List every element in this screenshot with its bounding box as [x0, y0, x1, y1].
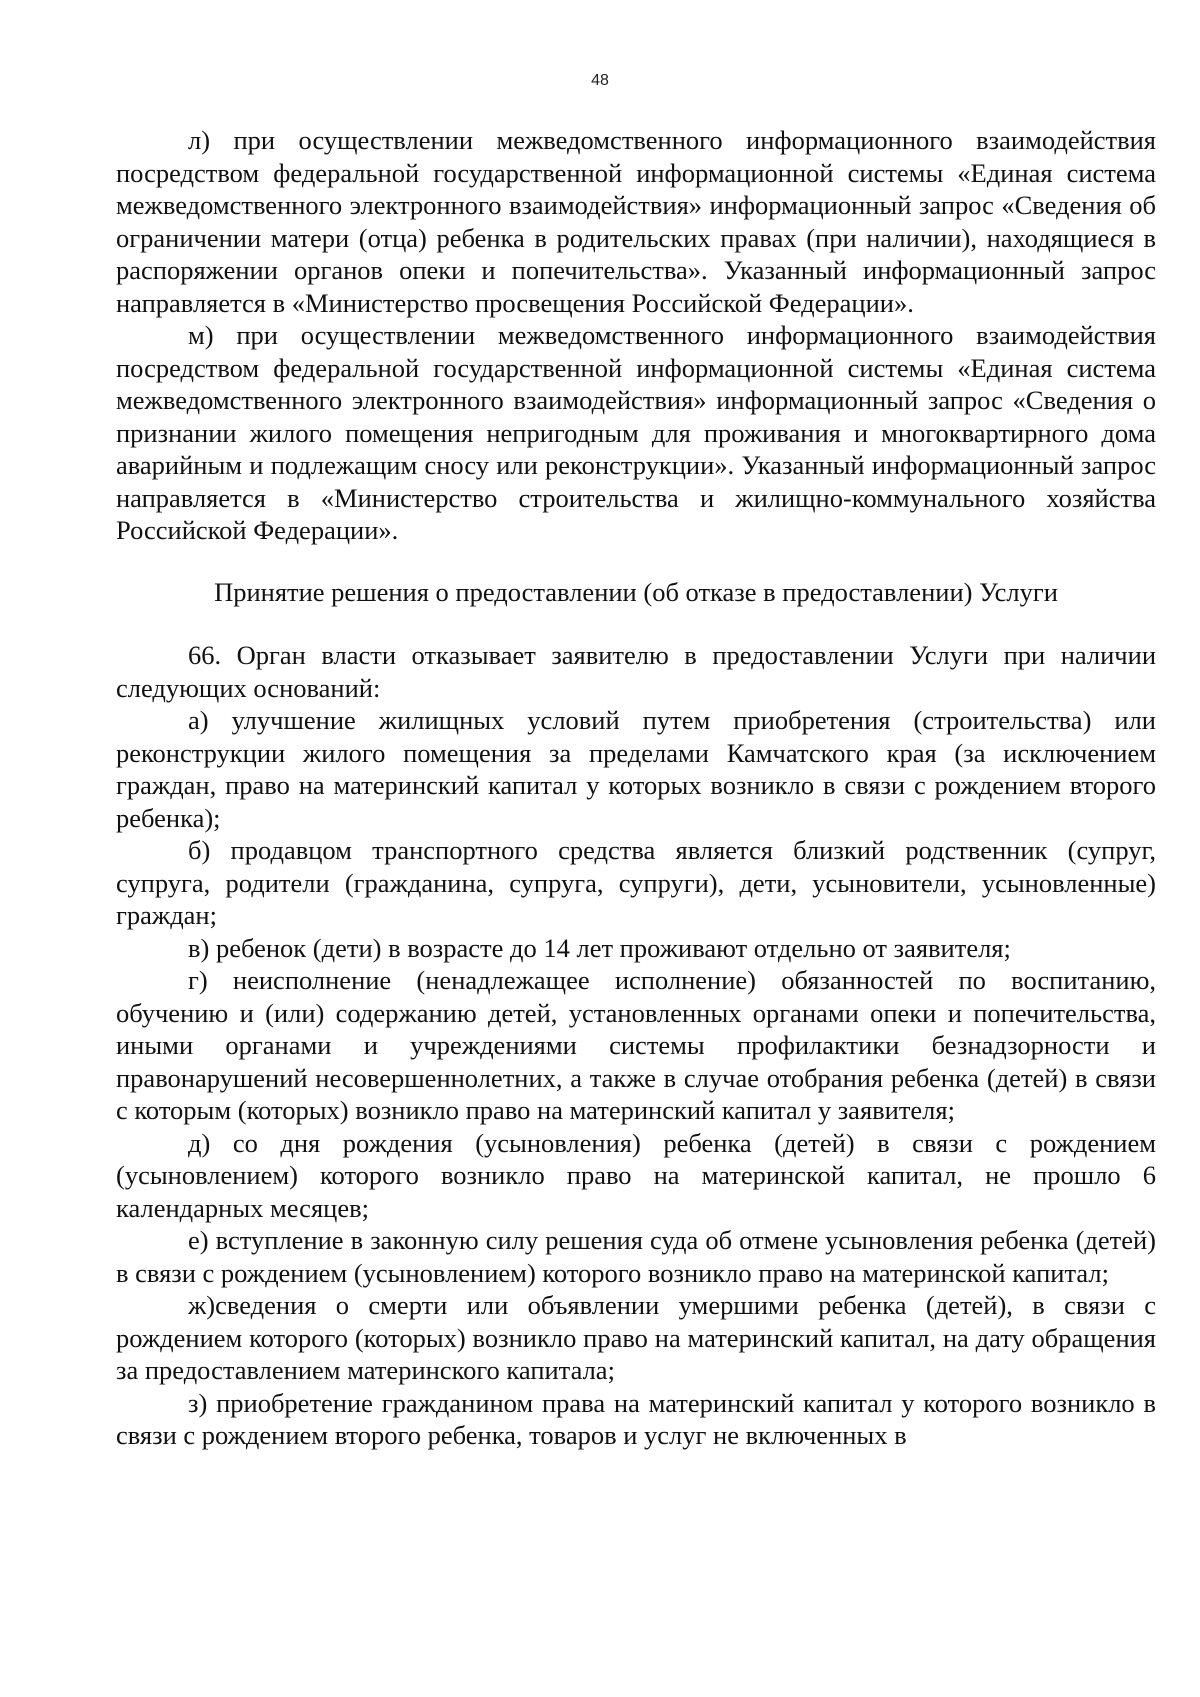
list-item-b: б) продавцом транспортного средства является близкий родственник (супруг, супруга, родители (гражданина, супруга, супруги), дети, усыновители, усыновленные) граждан; [116, 835, 1156, 930]
list-item-g: г) неисполнение (ненадлежащее исполнение) обязанностей по воспитанию, обучению и (или) содержанию детей, установленных органами опеки и попечительства, иными органами и учреждениями системы профилактики безнадзорности и правонарушений несовершеннолетних, а также в случае отобрания ребенка (детей) в связи с которым (которых) возникло право на материнский капитал у заявителя; [116, 965, 1156, 1125]
page-number: 48 [591, 72, 609, 89]
paragraph-66: 66. Орган власти отказывает заявителю в предоставлении Услуги при наличии следующих оснований: [116, 640, 1156, 703]
document-body [116, 124, 1156, 1452]
paragraph-l: л) при осуществлении межведомственного информационного взаимодействия посредством федеральной государственной информационной системы «Единая система межведомственного электронного взаимодействия» информационный запрос «Сведения об ограничении матери (отца) ребенка в родительских правах (при наличии), находящиеся в распоряжении органов опеки и попечительства». Указанный информационный запрос направляется в «Министерство просвещения Российской Федерации». [116, 125, 1156, 318]
list-item-a: а) улучшение жилищных условий путем приобретения (строительства) или реконструкции жилого помещения за пределами Камчатского края (за исключением граждан, право на материнский капитал у которых возникло в связи с рождением второго ребенка); [116, 705, 1156, 833]
list-item-d: д) со дня рождения (усыновления) ребенка (детей) в связи с рождением (усыновлением) которого возникло право на материнской капитал, не прошло 6 календарных месяцев; [116, 1127, 1156, 1223]
list-item-e: е) вступление в законную силу решения суда об отмене усыновления ребенка (детей) в связи с рождением (усыновлением) которого возникло право на материнской капитал; [116, 1225, 1156, 1288]
list-item-v: в) ребенок (дети) в возрасте до 14 лет проживают отдельно от заявителя; [188, 932, 1011, 963]
list-item-z: з) приобретение гражданином права на материнский капитал у которого возникло в связи с рождением второго ребенка, товаров и услуг не включенных в [116, 1387, 1156, 1450]
list-item-zh: ж)сведения о смерти или объявлении умершими ребенка (детей), в связи с рождением которого (которых) возникло право на материнский капитал, на дату обращения за предоставлением материнского капитала; [116, 1290, 1156, 1385]
section-heading: Принятие решения о предоставлении (об отказе в предоставлении) Услуги [214, 576, 1058, 607]
paragraph-m: м) при осуществлении межведомственного информационного взаимодействия посредством федеральной государственной информационной системы «Единая система межведомственного электронного взаимодействия» информационный запрос «Сведения о признании жилого помещения непригодным для проживания и многоквартирного дома аварийным и подлежащим сносу или реконструкции». Указанный информационный запрос направляется в «Министерство строительства и жилищно-коммунального хозяйства Российской Федерации». [116, 320, 1156, 545]
